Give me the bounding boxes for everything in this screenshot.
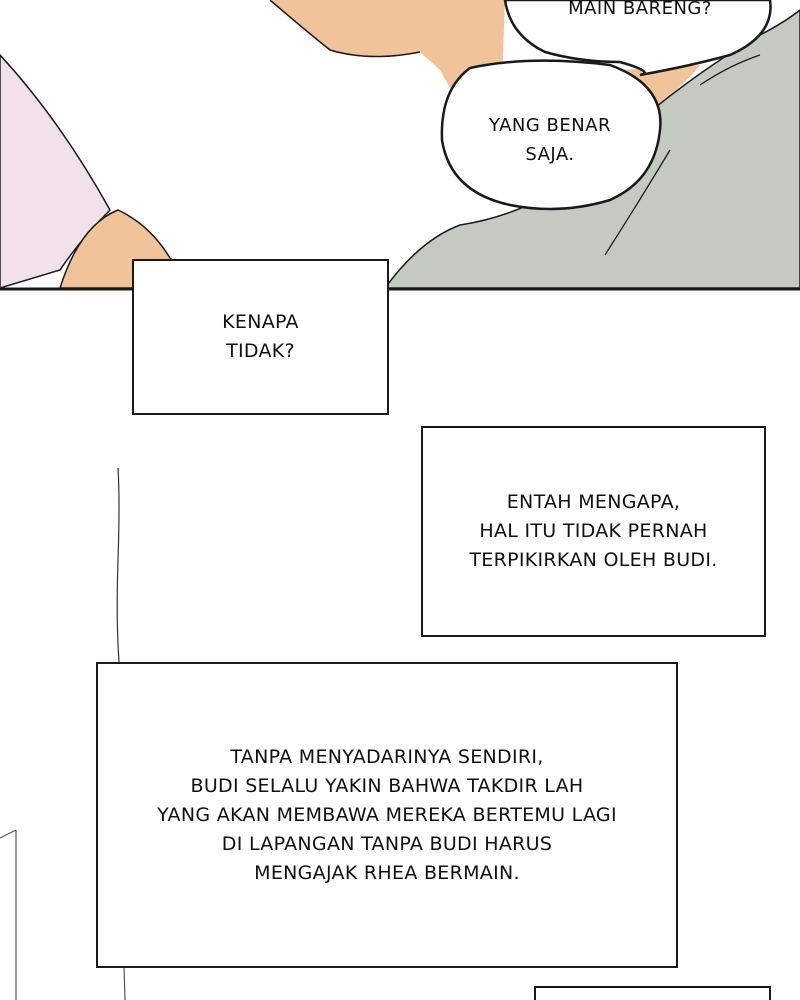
sketch-line-1 (117, 468, 119, 662)
caption-box-3 (96, 662, 678, 968)
sketch-line-3 (124, 966, 125, 1000)
bubble-1-text: MAIN BARENG? (568, 0, 712, 19)
caption-box-1 (132, 259, 389, 415)
partial-caption-box (535, 987, 770, 1000)
caption-1-text: KENAPA TIDAK? (222, 311, 299, 362)
sketch-line-2 (0, 830, 16, 1000)
caption-3-text: TANPA MENYADARINYA SENDIRI, BUDI SELALU YAKIN BAHWA TAKDIR LAH YANG AKAN MEMBAWA MEREKA BERTEMU LAGI DI LAPANGAN TANPA BUDI HARUS MENGAJAK RHEA BERMAIN. (157, 745, 617, 884)
caption-box-2 (421, 426, 766, 637)
caption-2-text: ENTAH MENGAPA, HAL ITU TIDAK PERNAH TERPIKIRKAN OLEH BUDI. (469, 491, 718, 571)
bubble-2-text: YANG BENAR SAJA. (488, 115, 612, 165)
